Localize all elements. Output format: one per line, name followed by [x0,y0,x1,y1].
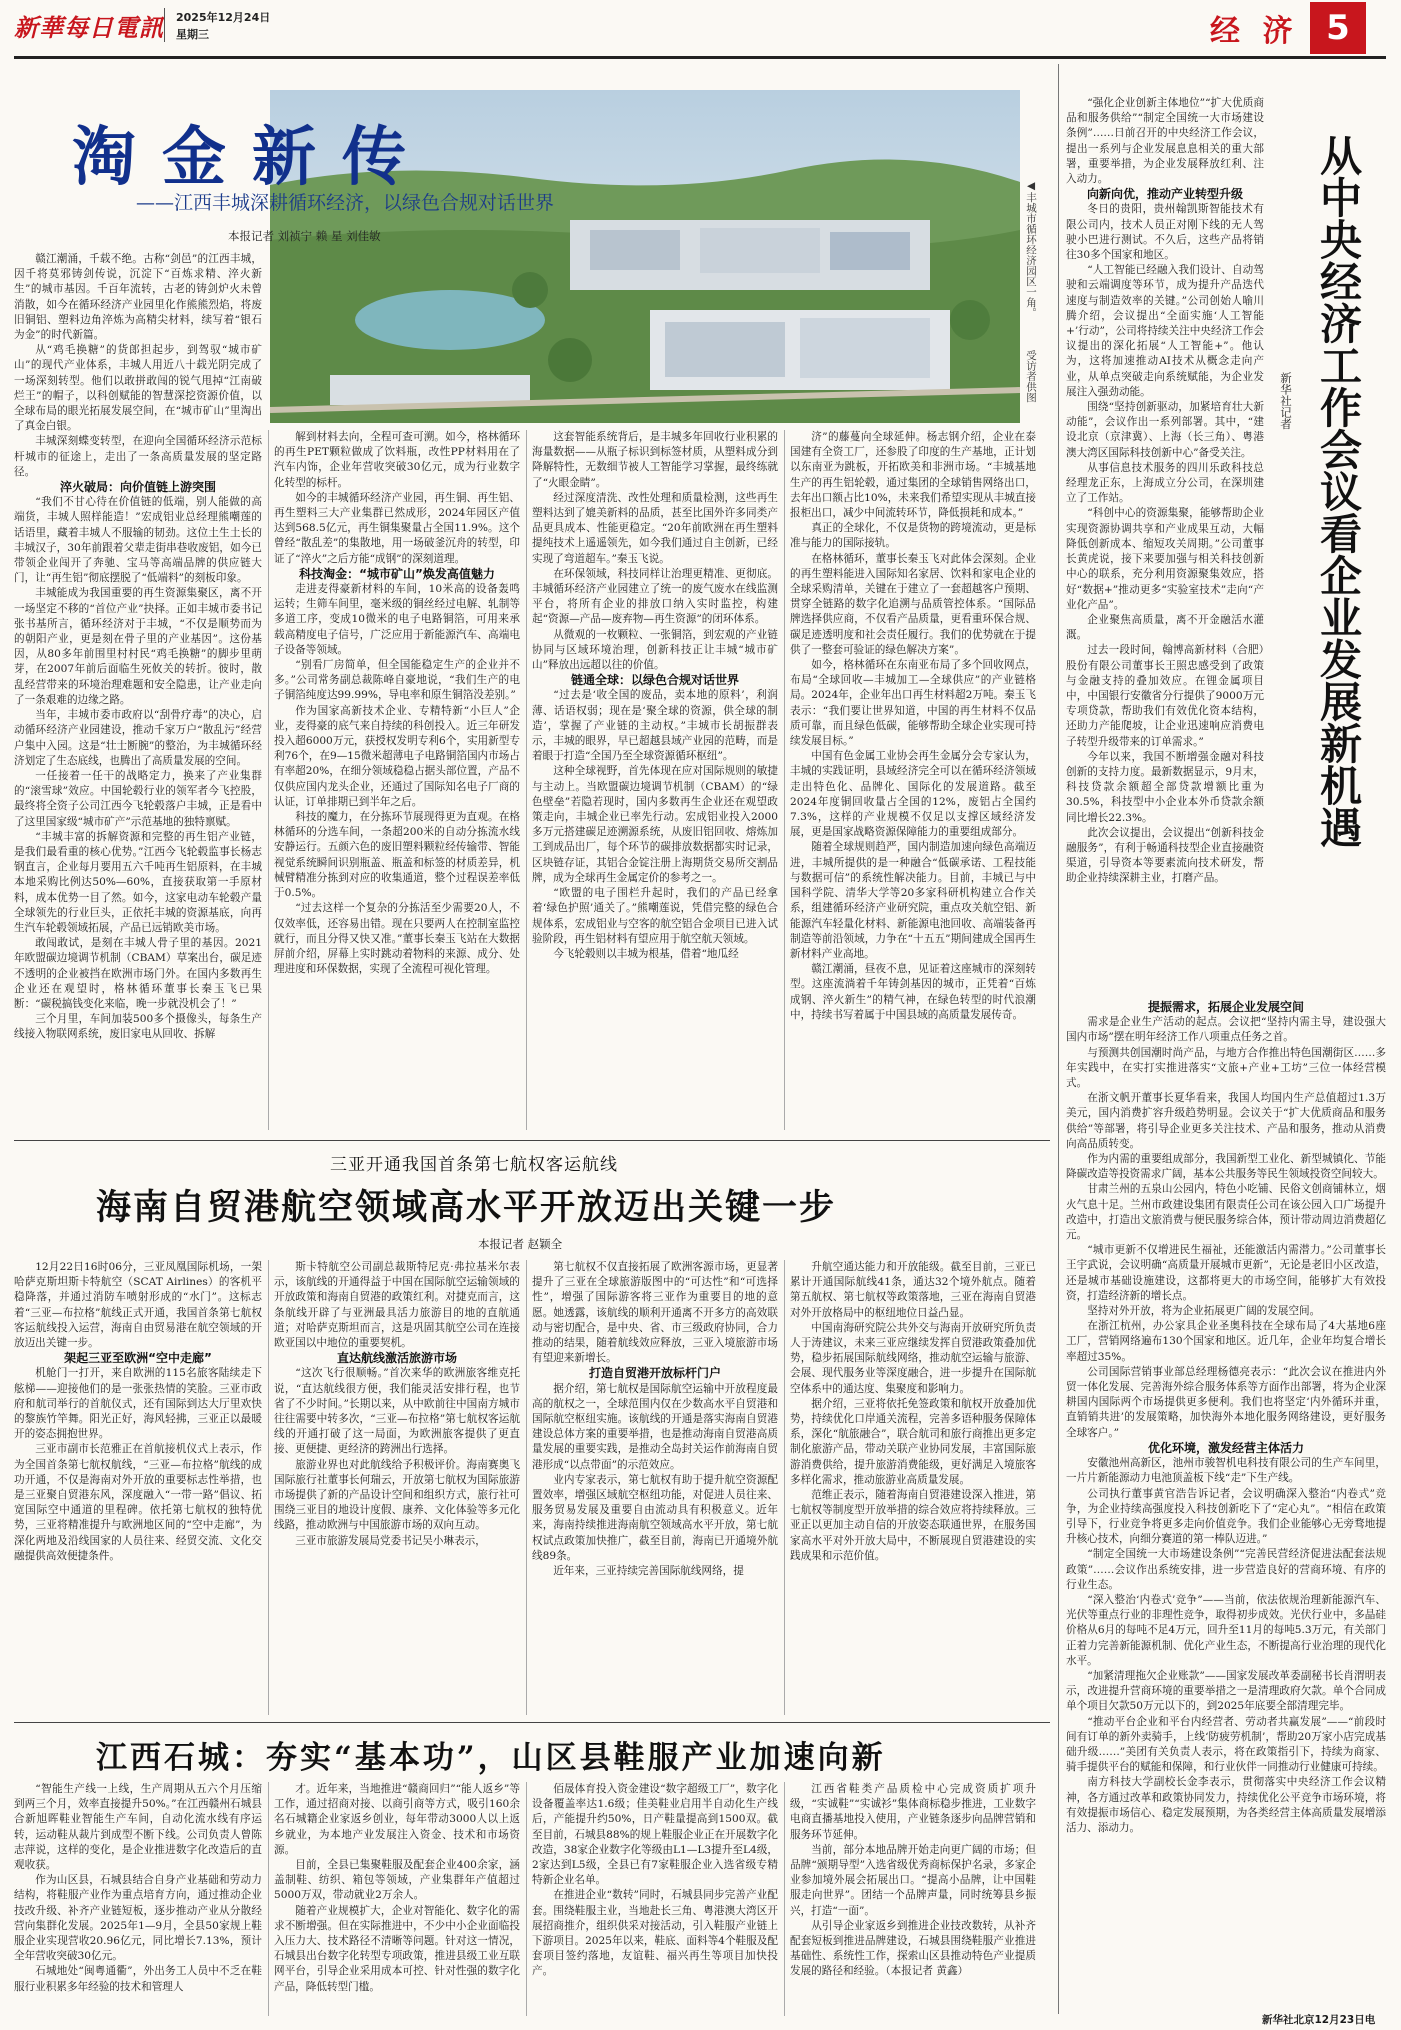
paragraph: 在环保领域，科技同样让治理更精准、更彻底。丰城循环经济产业园建立了统一的废气废水在线监测平台，将所有企业的排放口纳入实时监控，构建起“资源—产品—废弃物—再生资源”的闭环体系。 [532,567,778,626]
paragraph: 从“鸡毛换糖”的货郎担起步，到驾驭“城市矿山”的现代产业体系，丰城人用近八十载光阴完成了一场深刻转型。他们以敢拼敢闯的锐气甩掉“江南破烂王”的帽子，以科创赋能的智慧深挖资源价值，以全球布局的眼光拓展发展空间，在“城市矿山”里淘出了真金白银。 [14,344,262,433]
paragraph: 赣江潮涌，昼夜不息，见证着这座城市的深刻转型。这座流淌着千年铸剑基因的城市，正凭着“百炼成钢、淬火新生”的精气神，在绿色转型的时代浪潮中，持续书写着属于中国县域的高质量发展传奇。 [790,963,1036,1021]
article1-subheading-2: 科技淘金：“城市矿山”焕发高值魅力 [299,566,495,581]
paragraph: 三亚市旅游发展局党委书记吴小琳表示， [295,1534,486,1547]
paragraph: 南方科技大学副校长金李表示，贯彻落实中央经济工作会议精神，各方通过改革和政策协同发力，持续优化公平竞争市场环境，将有效提振市场信心、稳定发展预期，为各类经营主体高质量发展增添活力、添动力。 [1066,1776,1386,1834]
paragraph: 当前，部分本地品牌开始走向更广阔的市场；但品牌“颁期导型”入选省级优秀商标保护名录，多家企业参加境外展会拓展出口。“提高小品牌，让中国鞋服走向世界”。团结一个品牌声量，同时统筹县乡振兴，打造“一面”。 [790,1843,1036,1917]
paragraph: “过去这样一个复杂的分拣活至少需要20人，不仅效率低，还容易出错。现在只要两人在控制室监控就行，而且分得又快又准。”董事长秦玉飞站在大数据屏前介绍，屏幕上实时跳动着物料的来源、成分、处理进度和环保数据，实现了全流程可视化管理。 [274,902,520,976]
paragraph: 敢闯敢试，是刻在丰城人骨子里的基因。2021年欧盟碳边境调节机制（CBAM）草案出台，碳足迹不透明的企业被挡在欧洲市场门外。在国内多数再生企业还在观望时，格林循环董事长秦玉飞已果断：“碳税搞钱变化来临，晚一步就没机会了！” [14,937,262,1010]
article3-headline: 江西石城：夯实“基本功”，山区县鞋服产业加速向新 [96,1740,886,1776]
paragraph: 在推进企业“数转”同时，石城县同步完善产业配套。围绕鞋服主业，当地赴长三角、粤港澳大湾区开展招商推介，组织供采对接活动，引入鞋服产业链上下游项目。2025年以来，鞋底、面料等4个鞋服及配套项目签约落地，友谊鞋、福兴再生等项目加快投产。 [532,1889,778,1978]
paragraph: 此次会议提出，会议提出“创新科技金融服务”，有利于畅通科技型企业直接融资渠道，引导资本等要素流向技术研发，帮助企业持续深耕主业，打磨产品。 [1066,826,1264,885]
article3-column-1 [14,1782,262,2016]
paragraph: 一任接着一任干的战略定力，换来了产业集群的“滚雪球”效应。中国轮毂行业的领军者今飞控股，最终将全资子公司江西今飞轮毂落户丰城，正是看中了这里国家级“城市矿产”示范基地的独特禀赋。 [14,769,262,828]
article1-headline: 淘金新传 [72,120,432,195]
article2-byline: 本报记者 赵颖全 [478,1237,563,1251]
column-divider [268,1782,269,2016]
paragraph: “丰城丰富的拆解资源和完整的再生铝产业链，是我们最看重的核心优势。”江西今飞轮毂监事长杨志钢直言，企业每月要用五六千吨再生铝原料，在丰城本地采购比例达50%—60%，直接获取第一手原材料，成本优势一目了然。如今，这家电动车轮毂产量全球领先的行业巨头，正依托丰城的资源基底，向再生汽车轮毂领域拓展，产品已远销欧美市场。 [14,830,262,934]
paragraph: 范维正表示，随着海南自贸港建设深入推进，第七航权等制度型开放举措的综合效应将持续释放。三亚正以更加主动自信的开放姿态联通世界，在服务国家高水平对外开放大局中，不断展现自贸港建设的实践成果和示范价值。 [790,1489,1036,1562]
photo-caption: ◀丰城市循环经济园区一角。 [1025,180,1037,318]
paragraph: 石城地处“闽粤通衢”，外出务工人员中不乏在鞋服行业积累多年经验的技术和管理人 [14,1965,262,1993]
page-number: 5 [1310,2,1366,54]
article4-headline: 从中央经济工作会议看企业发展新机遇 [1314,134,1363,848]
paragraph: 随着全球规则趋严，国内制造加速向绿色高端迈进，丰城所提供的是一种融合“低碳承诺、工程技能与数据可信”的系统性解决能力。目前，丰城已与中国科学院、清华大学等20多家科研机构建立合作关系，组建循环经济产业研究院，重点攻关航空铝、新能源汽车轻量化材料、新能源电池回收、高端装备再制造等前沿领域，力争在“十五五”期间建成全国再生新材料产业高地。 [790,841,1036,960]
paragraph: 业内专家表示，第七航权有助于提升航空资源配置效率，增强区域航空枢纽功能，对促进人员往来、服务贸易发展及重要自由流动具有积极意义。近年来，海南持续推进海南航空领域高水平开放，第七航权试点政策加快推广，截至目前，海南已开通境外航线89条。 [532,1473,778,1562]
article1-byline: 本报记者 刘祯宁 赖 星 刘佳敏 [228,229,381,243]
paragraph: 三个月里，车间加装500多个摄像头，每条生产线接入物联网系统，废旧家电从回收、拆解 [14,1013,262,1041]
paragraph: 今年以来，我国不断增强金融对科技创新的支持力度。最新数据显示，9月末，科技贷款余额超全部贷款增额比重为30.5%，科技型中小企业本外币贷款余额同比增长22.3%。 [1066,750,1264,824]
masthead-divider [164,8,165,42]
paragraph: 真正的全球化，不仅是货物的跨境流动，更是标准与能力的国际接轨。 [790,522,1036,550]
paragraph: 今飞轮毂则以丰城为根基，借着“地瓜经 [553,947,739,960]
article4-subheading-2: 提振需求，拓展企业发展空间 [1147,1000,1304,1014]
paragraph: 从引导企业家返乡到推进企业技改数转，从补齐配套短板到推进品牌建设，石城县围绕鞋服产业推进基础性、系统性工作，探索山区县推动特色产业提质发展的路径和经验。（本报记者 黄鑫） [790,1919,1036,1978]
paragraph: 旅游业界也对此航线给予积极评价。海南赛奥飞国际旅行社董事长何瑞云，开放第七航权为国际旅游市场提供了新的产品设计空间和组织方式，旅行社可围绕三亚目的地设计度假、康养、文化体验等多元化线路，推动欧洲与中国旅游市场的双向互动。 [274,1458,520,1532]
paragraph: 企业聚焦高质量，离不开金融活水灌溉。 [1066,613,1264,642]
paragraph: 赣江潮涌，千载不绝。古称“剑邑”的江西丰城，因千将莫邪铸剑传说，沉淀下“百炼求精、淬火新生”的城市基因。千百年流转，古老的铸剑炉火未曾消散，如今在循环经济产业园里化作熊熊烈焰，将废旧铜铝、塑料边角淬炼为高精尖材料，续写着“银石为金”的时代新篇。 [14,253,262,342]
paragraph: “智能生产线一上线，生产周期从五六个月压缩到两三个月，效率直接提升50%。”在江西赣州石城县合新旭晖鞋业智能生产车间，自动化流水线有序运转，运动鞋从裁片到成型不断下线。公司负责人曾陈志萍说，这样的变化，是企业推进数字化改造后的直观收获。 [14,1783,262,1872]
paragraph: 目前，全县已集聚鞋服及配套企业400余家，涵盖制鞋、纺织、箱包等领域，产业集群年产值超过5000万双，带动就业2万余人。 [274,1859,520,1902]
paragraph: 作为内需的重要组成部分，我国新型工业化、新型城镇化、节能降碳改造等投资需求广阔，基本公共服务等民生领域投资空间较大。 [1066,1153,1386,1181]
paragraph: 公司执行董事黄官浩告诉记者，会议明确深入整治“内卷式”竞争，为企业持续高强度投入科技创新吃下了“定心丸”。“相信在政策引导下，行业竞争将更多走向价值竞争。我们企业能够心无旁骛地提升核心技术，向细分赛道的第一棒队迈进。” [1066,1487,1386,1546]
article-divider [14,1722,1050,1723]
article1-column-1 [14,252,262,1132]
paragraph: 公司国际营销事业部总经理杨德亮表示：“此次会议在推进内外贸一体化发展、完善海外综合服务体系等方面作出部署，将为企业深耕国内国际两个市场提供更多便利。我们也将坚定‘内外循环并重，直销销共进’的发展策略，加快海外本地化服务网络建设，更好服务全球客户。” [1066,1365,1386,1439]
paragraph: 科技的魔力，在分拣环节展现得更为直观。在格林循环的分选车间，一条超200米的自动分拣流水线安静运行。五颜六色的废旧塑料颗粒经传输带、智能视觉系统瞬间识别瓶盖、瓶盖和标签的材质差异，机械臂精准分拣到对应的收集通道，整个过程误差率低于0.5%。 [274,811,520,900]
paragraph: “推动平台企业和平台内经营者、劳动者共赢发展”——“前段时间有订单的新外卖骑手，上线‘防疲劳机制’，帮助20万家小店完成基础升级……”美团有关负责人表示，将在政策指引下，持续为商家、骑手提供平台的赋能和保障，和行业伙伴一同推动行业健康可持续。 [1066,1715,1386,1774]
paragraph: 据介绍，第七航权是国际航空运输中开放程度最高的航权之一，全球范围内仅在少数高水平自贸港和国际航空枢纽实施。该航线的开通是落实海南自贸港建设总体方案的重要举措，也是推动海南自贸港高质量发展的重要实践，是推动全岛封关运作前海南自贸港形成“以点带面”的示范效应。 [532,1382,778,1471]
article4-subheading-3: 优化环境，激发经营主体活力 [1147,1440,1304,1455]
masthead-rule [14,56,1386,59]
article2-column-1 [14,1260,262,1715]
paragraph: 丰城深刻蝶变转型，在迎向全国循环经济示范标杆城市的征途上，走出了一条高质量发展的坚定路径。 [14,435,262,478]
article3-column-2 [274,1782,520,2016]
paragraph: “加紧清理拖欠企业账款”——国家发展改革委副秘书长肖渭明表示，改进提升营商环境的重要举措之一是清理政府欠款。单个合同成单个项目欠款50万元以下的，到2025年底要全部清理完毕。 [1066,1669,1386,1713]
column-divider [268,430,269,1130]
photo-credit: 受访者供图 [1025,350,1037,403]
paragraph: “这次飞行很顺畅。”首次来华的欧洲旅客维克托说，“直达航线很方便，我们能灵活安排行程，也节省了不少时间。”长期以来，从中欧前往中国南方城市往往需要中转多次，“三亚—布拉格”第七航权客运航线的开通打破了这一局面，为欧洲旅客提供了更直接、更便捷、更经济的跨洲出行选择。 [274,1367,520,1456]
paragraph: 经过深度清洗、改性处理和质量检测，这些再生塑料达到了媲美新料的品质，甚至比国外许多同类产品更具成本、性能更稳定。“20年前欧洲在再生塑料提纯技术上遥遥领先，如今我们通过自主创新，已经实现了弯道超车。”秦玉飞说。 [532,491,778,565]
column-divider [526,1260,527,1715]
paragraph: 机舱门一打开，来自欧洲的115名旅客陆续走下舷梯——迎接他们的是一张张热情的笑脸。三亚市政府和航司举行的首航仪式，还有国际到达大厅里欢快的黎族竹竿舞。阳光正好，海风轻拂，三亚正以最暖开的姿态拥抱世界。 [14,1367,262,1441]
article1-subheading-1: 淬火破局：向价值链上游突围 [59,480,216,495]
article2-kicker: 三亚开通我国首条第七航权客运航线 [330,1155,618,1175]
paragraph: 济”的藤蔓向全球延伸。杨志钢介绍，企业在泰国建有全资工厂，还参股了印度的生产基地，正计划以东南亚为跳板，开拓欧美和非洲市场。“丰城基地生产的再生铝轮毂，通过集团的全球销售网络出口，去年出口额占比10%，未来我们希望实现从丰城直接报柜出口，减少中间流转环节，降低损耗和成本。” [790,431,1036,520]
paragraph: “深入整治‘内卷式’竞争”——当前，依法依规治理新能源汽车、光伏等重点行业的非理性竞争，取得初步成效。光伏行业中，多晶硅价格从6月的每吨不足4万元，回升至11月的每吨5.3万元，有关部门正着力完善新能源机制、优化产业生态，不断提高行业治理的现代化水平。 [1066,1593,1386,1667]
issue-date: 2025年12月24日 [176,11,271,24]
article4-subheading-1: 向新向优，推动产业转型升级 [1086,187,1243,202]
paragraph: 甘肃兰州的五泉山公园内，特色小吃铺、民俗文创商铺林立，烟火气息十足。兰州市政建设集团有限责任公司在该公园入口广场提升改造中，打造出文旅消费与便民服务综合体，预计带动周边消费超亿元。 [1066,1183,1386,1242]
paragraph: 安徽池州高新区，池州市骏智机电科技有限公司的生产车间里，一片片新能源动力电池顶盖板下线“走”下生产线。 [1066,1457,1386,1485]
paragraph: 走进麦得豪新材料的车间，10米高的设备轰鸣运转；生筛车间里，毫米级的铜丝经过电解、轧制等多道工序，变成10微米的电子电路铜箔，可用来承载高精度电子信号，广泛应用于新能源汽车、高端电子设备等领域。 [274,583,520,656]
paragraph: 作为山区县，石城县结合自身产业基础和劳动力结构，将鞋服产业作为重点培育方向，通过推动企业技改升级、补齐产业链短板，逐步推动产业从分散经营向集群化发展。2025年1—9月，全县50家规上鞋服企业实现营收20.96亿元，同比增长7.13%，预计全年营收突破30亿元。 [14,1874,262,1963]
article4-column-lower [1066,1000,1386,2008]
paragraph: 第七航权不仅直接拓展了欧洲客源市场，更显著提升了三亚在全球旅游版图中的“可达性”和“可选择性”，增强了国际游客将三亚作为重要目的地的意愿。她透露，该航线的顺利开通离不开多方的高效联动与密切配合，是中央、省、市三级政府协同，合力推动的结果，随着航线效应释放，三亚入境旅游市场有望迎来新增长。 [532,1261,778,1365]
paragraph: 才。近年来，当地推进“赣商回归”“能人返乡”等工作，通过招商对接、以商引商等方式，吸引160余名石城籍企业家返乡创业，每年带动3000人以上返乡就业，为本地产业发展注入资金、技术和市场资源。 [274,1783,520,1856]
paragraph: 佰晟体育投入资金建设“数字超级工厂”，数字化设备覆盖率达1.6级；佳美鞋业启用半自动化生产线后，产能提升约50%，日产鞋量提高到1500双。截至目前，石城县88%的规上鞋服企业正在开展数字化改造，38家企业数字化等级由L1—L3提升至L4级，2家达到L5级，全县已有7家鞋服企业入选省级专精特新企业名单。 [532,1783,778,1887]
article1-column-3 [532,430,778,1130]
article2-column-3 [532,1260,778,1715]
paragraph: 在格林循环，董事长秦玉飞对此体会深刻。企业的再生塑料能进入国际知名家居、饮料和家电企业的全球采购清单，关键在于建立了一套超越客户预期、贯穿全链路的数字化追溯与品质管控体系。“国际品牌选择供应商，不仅看产品质量，更看重环保合规、碳足迹透明度和社会责任履行。我们的优势就在于提供了一整套可验证的绿色解决方案”。 [790,552,1036,656]
article2-subheading-1: 架起三亚至欧洲“空中走廊” [64,1351,212,1366]
section-divider [1058,64,1059,2014]
paragraph: 这套智能系统背后，是丰城多年回收行业积累的海量数据——从瓶子标识到标签材质，从塑料成分到降解特性，无数细节被人工智能学习掌握，最终练就了“火眼金睛”。 [532,431,778,489]
paragraph: 这种全球视野，首先体现在应对国际规则的敏捷与主动上。当欧盟碳边境调节机制（CBAM）的“绿色壁垒”若隐若现时，国内多数再生企业还在观望政策走向，丰城企业已率先行动。宏成铝业投入2000多万元搭建碳足迹溯源系统，从废旧铝回收、熔炼加工到成品出厂，每个环节的碳排放数据都实时记录，区块链存证，其铝合金锭注册上海期货交易所交割品牌，成为全球再生金属定价的参考之一。 [532,765,778,884]
paragraph: 解到材料去向，全程可查可溯。如今，格林循环的再生PET颗粒做成了饮料瓶，改性PP材料用在了汽车内饰，企业年营收突破30亿元，成为行业数字化转型的标杆。 [274,431,520,489]
paragraph: 作为国家高新技术企业、专精特新“小巨人”企业，麦得豪的底气来自持续的科创投入。近三年研发投入超6000万元，获授权发明专利6个，实用新型专利76个，在9—15微米超薄电子电路铜箔国内市场占有率超20%，在细分领域稳稳占据头部位置，产品不仅供应国内龙头企业，还通过了国际知名电子厂商的认证，订单排期已到半年之后。 [274,704,520,808]
article1-subhead: ——江西丰城深耕循环经济，以绿色合规对话世界 [136,192,555,214]
issue-weekday: 星期三 [176,28,209,41]
paragraph: “欧盟的电子围栏升起时，我们的产品已经拿着‘绿色护照’通关了。”熊嘲莲说，凭借完整的绿色合规体系，宏成铝业与空客的航空铝合金项目已进入试验阶段，再生铝材料有望应用于航空航天领域。 [532,887,778,945]
article4-column-upper [1066,96,1264,996]
paragraph: 升航空通达能力和开放能级。截至目前，三亚已累计开通国际航线41条，通达32个境外航点。随着第五航权、第七航权等政策落地，三亚在海南自贸港对外开放格局中的枢纽地位日益凸显。 [790,1261,1036,1319]
paragraph: 随着产业规模扩大，企业对智能化、数字化的需求不断增强。但在实际推进中，不少中小企业面临投入压力大、技术路径不清晰等问题。针对这一情况，石城县出台数字化转型专项政策，推进县级工业互联网平台，引导企业采用成本可控、针对性强的数字化产品，降低转型门槛。 [274,1904,520,1993]
paragraph: 近年来，三亚持续完善国际航线网络，提 [553,1565,744,1578]
paragraph: 据介绍，三亚将依托免签政策和航权开放叠加优势，持续优化口岸通关流程，完善多语种服务保障体系，深化“航旅融合”，联合航司和旅行商推出更多定制化旅游产品，带动关联产业协同发展，丰富国际旅游消费供给，提升旅游消费能级，更好满足入境旅客多样化需求，推动旅游业高质量发展。 [790,1397,1036,1486]
paragraph: 江西省鞋类产品质检中心完成资质扩项升级，“实诚鞋”“实诚衫”集体商标稳步推进，工业数字电商直播基地投入使用，产业链条逐步向品牌营销和服务环节延伸。 [790,1783,1036,1841]
paragraph: 丰城能成为我国重要的再生资源集聚区，离不开一场坚定不移的“首位产业”抉择。正如丰城市委书记张书基所言，循环经济对于丰城，“不仅是顺势而为的朝阳产业，更是刻在骨子里的产业基因”。这份基因，从80多年前围里村村民“鸡毛换糖”的脚步里萌芽，在2007年前后面临生死攸关的转折。彼时，散乱经营带来的环境治理难题和安全隐患，让产业走向了一条艰难的边缘之路。 [14,587,262,706]
paragraph: 中国有色金属工业协会再生金属分会专家认为，丰城的实践证明，县域经济完全可以在循环经济领域走出特色化、品牌化、国际化的发展道路。截至2024年度铜回收量占全国的12%，废铝占全国约7.3%，这样的产业规模不仅足以支撑区域经济发展，更是国家战略资源保障能力的重要组成部分。 [790,750,1036,839]
paragraph: 从微观的一枚颗粒、一张铜箔，到宏观的产业链协同与区域环境治理，创新科技正让丰城“城市矿山”释放出远超以往的价值。 [532,628,778,672]
paragraph: 如今，格林循环在东南亚布局了多个回收网点，布局“全球回收—丰城加工—全球供应”的产业链格局。2024年，企业年出口再生材料超2万吨。秦玉飞表示：“我们要让世界知道，中国的再生材料不仅品质可靠，而且绿色低碳，能够帮助全球企业实现可持续发展目标。” [790,659,1036,748]
column-divider [526,430,527,1130]
article2-subheading-2: 直达航线激活旅游市场 [336,1351,457,1366]
paragraph: 当年，丰城市委市政府以“刮骨疗毒”的决心，启动循环经济产业园建设，推动千家万户“散乱污”经营户集中入园。这是“壮士断腕”的整治，为丰城循环经济划定了生态底线，也腾出了高质量发展的空间。 [14,709,262,767]
masthead [0,0,1401,52]
article1-subheading-3: 链通全球：以绿色合规对话世界 [570,673,739,688]
paragraph: “人工智能已经融入我们设计、自动驾驶和云端调度等环节，成为提升产品迭代速度与制造效率的关键。”公司创始人喻川腾介绍，会议提出“全面实施‘人工智能+’行动”，公司将持续关注中央经济工作会议提出的深化拓展“人工智能+”。他认为，这将加速推动AI技术从概念走向产业，从单点突破走向系统赋能，为企业发展注入强劲动能。 [1066,264,1264,398]
paragraph: 斯卡特航空公司副总裁斯特尼克·弗拉基米尔表示，该航线的开通得益于中国在国际航空运输领域的开放政策和海南自贸港的政策红利。对捷克而言，这条航线开辟了与亚洲最具活力旅游目的地的直航通道；对哈萨克斯坦而言，这是巩固其航空公司在连接欧亚国以中地位的重要契机。 [274,1261,520,1350]
paragraph: “我们不甘心待在价值链的低端，别人能做的高端货，丰城人照样能造！”宏成铝业总经理熊嘲莲的话语里，藏着丰城人不服输的韧劲。这位土生土长的丰城汉子，30年前跟着父辈走街串巷收废铝，如今已带领企业闯开了奔驰、宝马等高端品牌的供应链大门，让“再生铝”彻底摆脱了“低端料”的刻板印象。 [14,496,262,585]
paragraph: “过去是‘收全国的废品，卖本地的原料’，利润薄、话语权弱；现在是‘聚全球的资源，供全球的制造’，掌握了产业链的主动权。”丰城市长胡振群表示，丰城的眼界，早已超越县域产业园的范畴，而是着眼于打造“全国乃至全球资源循环枢纽”。 [532,689,778,763]
article1-column-4 [790,430,1036,1130]
paragraph: 在浙文帆开董事长夏华看来，我国人均国内生产总值超过1.3万美元，国内消费扩容升级趋势明显。会议关于“扩大优质商品和服务供给”等部署，将引导企业更多关注技术、产品和服务，推动从消费向高品质转变。 [1066,1092,1386,1150]
article2-subheading-3: 打造自贸港开放标杆门户 [588,1366,721,1381]
article-divider [14,1140,1050,1141]
paragraph: 中国南海研究院公共外交与海南开放研究所负责人于涛建议，未来三亚应继续发挥自贸港政策叠加优势，稳步拓展国际航线网络，推动航空运输与旅游、会展、现代服务业等深度融合，进一步提升在国际航空体系中的通达度、集聚度和影响力。 [790,1321,1036,1395]
column-divider [784,1260,785,1715]
paragraph: 过去一段时间，翰博高新材料（合肥）股份有限公司董事长王照忠感受到了政策与金融支持的叠加效应。在锂金属项目中，中国银行安徽省分行提供了9000万元专项贷款，帮助我们有效优化资本结构，还助力产能爬坡，让企业迅速响应消费电子转型升级带来的订单需求。” [1066,644,1264,748]
column-divider [784,430,785,1130]
paragraph: 如今的丰城循环经济产业园，再生铜、再生铝、再生塑料三大产业集群已然成形，2024年园区产值达到568.5亿元，再生铜集聚量占全国11.9%。这个曾经“散乱差”的集散地，用一场破釜沉舟的转型，印证了“淬火”之后方能“成钢”的深刻道理。 [274,491,520,565]
article1-column-2 [274,430,520,1130]
paragraph: “别看厂房简单，但全国能稳定生产的企业并不多。”公司常务副总裁陈峰自豪地说，“我们生产的电子铜箔纯度达99.99%，导电率和原生铜箔没差别。” [274,659,520,702]
paragraph: 从事信息技术服务的四川乐政科技总经理龙正东，上海成立分公司，在深圳建立了工作站。 [1066,461,1264,505]
article2-headline: 海南自贸港航空领域高水平开放迈出关键一步 [96,1187,837,1228]
column-divider [268,1260,269,1715]
masthead-logo: 新華每日電訊 [14,13,164,42]
column-divider [526,1782,527,2016]
section-name: 经 济 [1210,14,1299,49]
article4-dateline: 新华社北京12月23日电 [1262,2014,1376,2026]
article3-column-4 [790,1782,1036,2016]
paragraph: 与预测共创国潮时尚产品，与地方合作推出特色国潮街区……多年实践中，在实打实推进落实“文旅+产业+工坊”三位一体经营模式。 [1066,1046,1386,1090]
column-divider [784,1782,785,2016]
paragraph: 在浙江杭州，办公家具企业圣奥科技在全球布局了4大基地6座工厂，营销网络遍布130个国家和地区。近几年，企业年均复合增长率超过35%。 [1066,1320,1386,1363]
paragraph: “强化企业创新主体地位”“扩大优质商品和服务供给”“制定全国统一大市场建设条例”……日前召开的中央经济工作会议，提出一系列与企业发展息息相关的重大部署，重要举措，为企业发展释放红利、注入动力。 [1066,97,1264,186]
paragraph: 需求是企业生产活动的起点。会议把“坚持内需主导，建设强大国内市场”摆在明年经济工作八项重点任务之首。 [1066,1016,1386,1044]
article3-column-3 [532,1782,778,2016]
article4-byline: 新华社记者 [1279,372,1293,430]
paragraph: “科创中心的资源集聚，能够帮助企业实现资源协调共享和产业成果互动，大幅降低创新成本、缩短攻关周期。”公司董事长黄虎说，接下来要加强与相关科技创新中心的联系，充分利用资源聚集效应，搭好“数据+”推动更多“实验室技术”走向“产业化产品”。 [1066,507,1264,611]
paragraph: “城市更新不仅增进民生福祉，还能激活内需潜力。”公司董事长王宇武说，会议明确“高质量开展城市更新”，无论是老旧小区改造，还是城市基础设施建设，这都将更大的市场空间，能够扩大有效投资，打造经济新的增长点。 [1066,1244,1386,1302]
paragraph: 围绕“坚持创新驱动，加紧培育壮大新动能”，会议作出一系列部署。其中，“建设北京（京津冀）、上海（长三角）、粤港澳大湾区国际科技创新中心”备受关注。 [1066,401,1264,459]
article2-column-2 [274,1260,520,1715]
paragraph: “制定全国统一大市场建设条例”“完善民营经济促进法配套法规政策”……会议作出系统安排，进一步营造良好的营商环境、有序的行业生态。 [1066,1548,1386,1591]
article2-column-4 [790,1260,1036,1715]
paragraph: 冬日的贵阳，贵州翰凯斯智能技术有限公司内，技术人员正对刚下线的无人驾驶小巴进行测试。不久后，这些产品将销往30多个国家和地区。 [1066,203,1264,262]
paragraph: 三亚市副市长范雅正在首航接机仪式上表示，作为全国首条第七航权航线，“三亚—布拉格”航线的成功开通，不仅是海南对外开放的重要标志性举措，也是三亚聚自贸港东风，深度融入“一带一路”倡议、拓宽国际空中通道的里程碑。依托第七航权的独特优势，三亚将精准提升与欧洲地区间的“空中走廊”，为深化两地及沿线国家的人员往来、经贸交流、文化交融提供高效便捷条件。 [14,1443,262,1562]
paragraph: 12月22日16时06分，三亚凤凰国际机场，一架哈萨克斯坦斯卡特航空（SCAT Airlines）的客机平稳降落，并通过消防车喷射形成的“水门”。这标志着“三亚—布拉格”航线正式开通，我国首条第七航权客运航线投入运营，海南自由贸易港在航空领域的开放迈出关键一步。 [14,1261,262,1350]
paragraph: 坚持对外开放，将为企业拓展更广阔的发展空间。 [1087,1305,1321,1318]
